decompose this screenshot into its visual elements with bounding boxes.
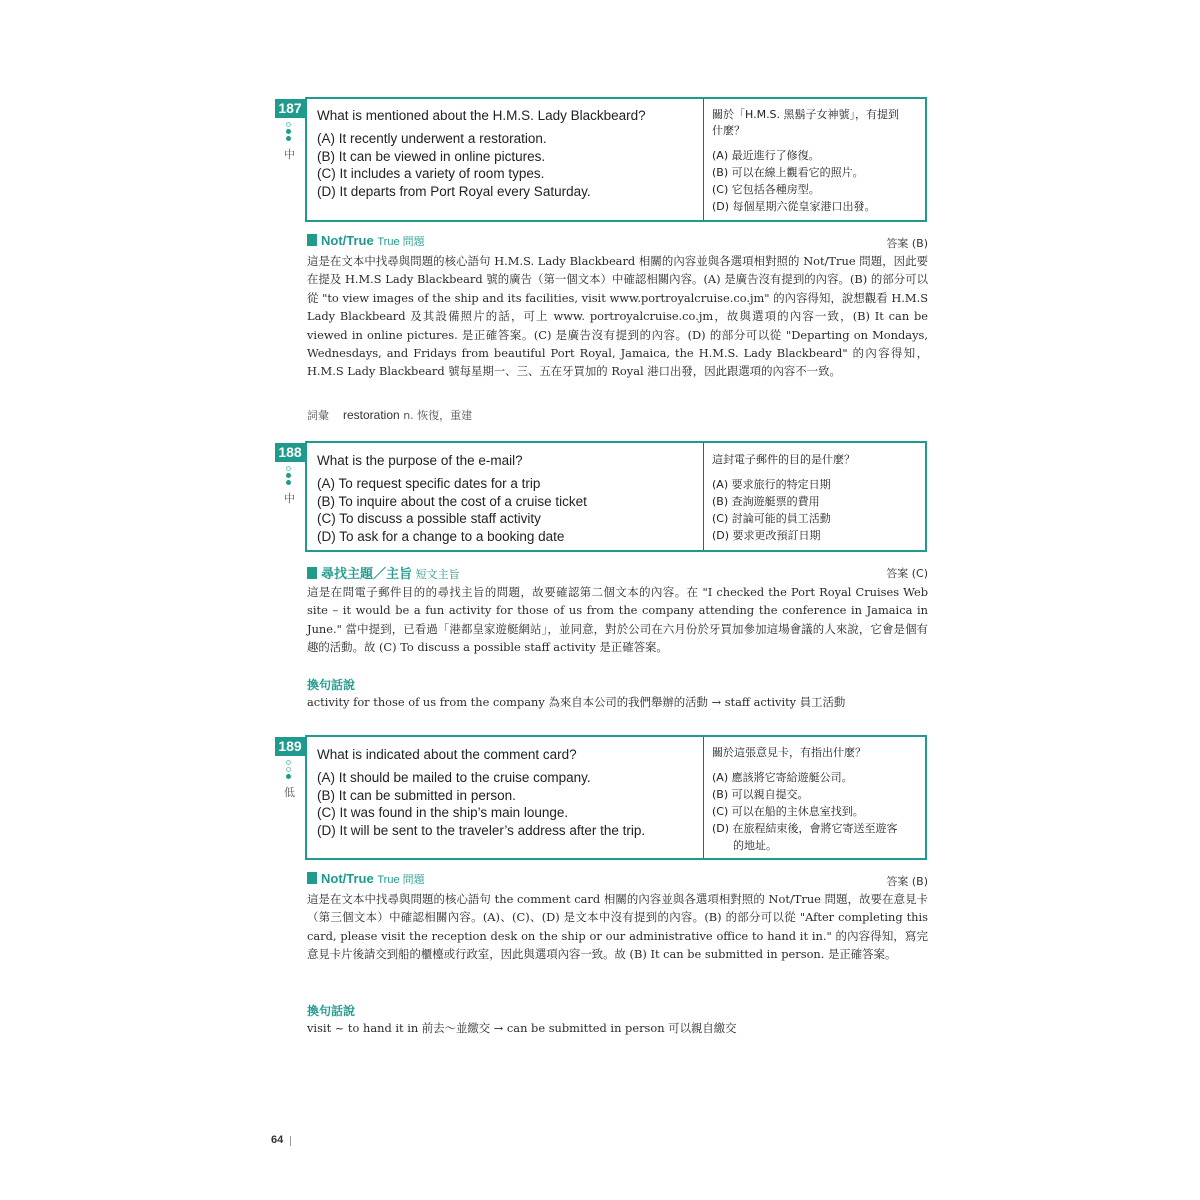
- question-box: [305, 735, 927, 860]
- question-zh-line1: 關於「H.M.S. 黑鬍子女神號」，有提到: [712, 108, 900, 121]
- option-d: (D) To ask for a change to a booking date: [317, 528, 565, 544]
- option-zh-c: (C) 它包括各種房型。: [712, 183, 820, 196]
- page-number-divider: [290, 1136, 291, 1146]
- question-zh-line1: 這封電子郵件的目的是什麼？: [712, 453, 855, 466]
- option-zh-d: (D) 每個星期六從皇家港口出發。: [712, 200, 876, 213]
- option-b: (B) To inquire about the cost of a cruise ticket: [317, 493, 587, 509]
- difficulty-label: 中: [284, 492, 295, 505]
- answer-label: 答案 (B): [886, 237, 928, 250]
- difficulty-label: 低: [284, 786, 295, 799]
- option-zh-c: (C) 討論可能的員工活動: [712, 512, 831, 525]
- option-zh-a: (A) 應該將它寄給遊艇公司。: [712, 771, 853, 784]
- option-zh-d: (D) 在旅程結束後，會將它寄送至遊客: [712, 822, 898, 835]
- answer-label: 答案 (B): [886, 875, 928, 888]
- question-en: [317, 453, 587, 545]
- option-a: (A) It should be mailed to the cruise company.: [317, 770, 591, 785]
- option-c: (C) It was found in the ship’s main lounge.: [317, 805, 569, 820]
- section-marker-icon: [307, 567, 317, 579]
- section-marker-icon: [307, 872, 317, 884]
- option-zh-b: (B) 可以在線上觀看它的照片。: [712, 166, 864, 179]
- option-c: (C) To discuss a possible staff activity: [317, 511, 541, 526]
- explanation: 這是在文本中找尋與問題的核心語句 the comment card 相關的內容並與各選項相對照的 Not/True 問題，故要在意見卡（第三個文本）中確認相關內容。(A)、(C)、(D) 是文本中沒有提到的內容。(B) 的部分可以從 "After completing this card, please visit the reception desk on the ship or our administrative office to hand it in." 的內容得知，寫完意見卡片後請交到船的櫃檯或行政室，因此與選項內容一致。故 (B) It can be submitted in person. 是正確答案。: [307, 892, 928, 962]
- option-zh-b: (B) 查詢遊艇票的費用: [712, 495, 820, 508]
- option-zh-a: (A) 最近進行了修復。: [712, 149, 820, 162]
- difficulty-dots: [286, 760, 294, 781]
- option-zh-d: (D) 要求更改預訂日期: [712, 529, 821, 542]
- paraphrase-text: visit ~ to hand it in 前去～並繳交 → can be submitted in person 可以親自繳交: [307, 1021, 737, 1035]
- section-marker-icon: [307, 234, 317, 246]
- question-stem: What is mentioned about the H.M.S. Lady Blackbeard?: [317, 108, 646, 123]
- option-zh-a: (A) 要求旅行的特定日期: [712, 478, 831, 491]
- paraphrase-text: activity for those of us from the company 為來自本公司的我們舉辦的活動 → staff activity 員工活動: [307, 695, 846, 709]
- question-en: [317, 108, 646, 200]
- question-zh-line1: 關於這張意見卡，有指出什麼？: [712, 746, 866, 759]
- option-zh-d-cont: 的地址。: [733, 839, 777, 852]
- option-zh-c: (C) 可以在船的主休息室找到。: [712, 805, 864, 818]
- question-box: [305, 441, 927, 552]
- question-stem: What is the purpose of the e-mail?: [317, 453, 523, 468]
- question-type-heading: Not/True True 問題: [307, 233, 425, 249]
- option-b: (B) It can be submitted in person.: [317, 787, 516, 803]
- question-box: [305, 97, 927, 222]
- answer-label: 答案 (C): [886, 567, 928, 580]
- question-type-heading: 尋找主題／主旨 短文主旨: [307, 563, 460, 582]
- option-a: (A) To request specific dates for a trip: [317, 476, 541, 491]
- question-zh-line2: 什麼？: [712, 124, 745, 137]
- option-a: (A) It recently underwent a restoration.: [317, 131, 547, 146]
- question-zh: [712, 107, 917, 215]
- question-number: 189: [275, 737, 305, 756]
- option-c: (C) It includes a variety of room types.: [317, 166, 545, 181]
- option-d: (D) It will be sent to the traveler’s address after the trip.: [317, 822, 646, 838]
- question-zh: [712, 452, 917, 544]
- question-number: 187: [275, 99, 305, 118]
- difficulty-label: 中: [284, 148, 295, 161]
- paraphrase-heading: 換句話說: [307, 1004, 356, 1018]
- question-number: 188: [275, 443, 305, 462]
- page-number: 64: [271, 1134, 284, 1146]
- question-en: [317, 747, 645, 839]
- option-d: (D) It departs from Port Royal every Saturday.: [317, 183, 591, 199]
- question-stem: What is indicated about the comment card?: [317, 747, 577, 762]
- explanation: 這是在文本中找尋與問題的核心語句 H.M.S. Lady Blackbeard 相關的內容並與各選項相對照的 Not/True 問題，因此要在提及 H.M.S Lady Blackbeard 號的廣告（第一個文本）中確認相關內容。(A) 是廣告沒有提到的內容。(B) 的部分可以從 "to view images of the ship and its facilities, visit www.portroyalcruise.co.jm" 的內容得知，說想觀看 H.M.S Lady Blackbeard 及其設備照片的話，可上 www. portroyalcruise.co.jm，故與選項的內容一致，(B) It can be viewed in online pictures. 是正確答案。(C) 是廣告沒有提到的內容。(D) 的部分可以從 "Departing on Mondays, Wednesdays, and Fridays from beautiful Port Royal, Jamaica, the H.M.S. Lady Blackbeard" 的內容得知，H.M.S Lady Blackbeard 號每星期一、三、五在牙買加的 Royal 港口出發，因此跟選項的內容不一致。: [307, 254, 928, 379]
- option-zh-b: (B) 可以親自提交。: [712, 788, 809, 801]
- vocabulary: 詞彙 restoration n. 恢復，重建: [307, 408, 473, 422]
- question-type-heading: Not/True True 問題: [307, 871, 425, 887]
- option-b: (B) It can be viewed in online pictures.: [317, 148, 546, 164]
- paraphrase-heading: 換句話說: [307, 678, 356, 692]
- explanation: 這是在問電子郵件目的的尋找主旨的問題，故要確認第二個文本的內容。在 "I checked the Port Royal Cruises Web site – it would be a fun activity for those of us from the company attending the conference in Jamaica in June." 當中提到，已看過「港都皇家遊艇網站」，並同意，對於公司在六月份於牙買加參加這場會議的人來說，它會是個有趣的活動。故 (C) To discuss a possible staff activity 是正確答案。: [307, 585, 928, 655]
- question-zh: [712, 745, 917, 854]
- difficulty-dots: [286, 122, 294, 143]
- difficulty-dots: [286, 466, 294, 487]
